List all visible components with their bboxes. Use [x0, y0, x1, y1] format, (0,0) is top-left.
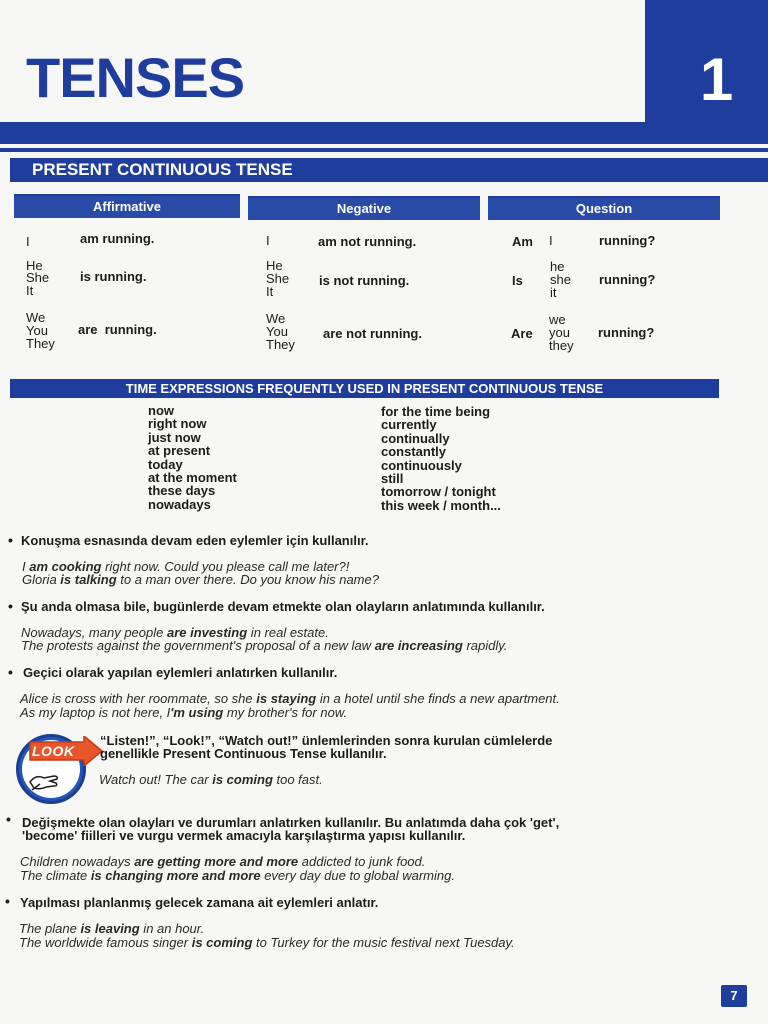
aff-pronoun-he: He — [26, 258, 43, 273]
bullet-icon: • — [5, 893, 10, 909]
neg-verb-he: is not running. — [319, 273, 410, 288]
example-text: in an hour. — [139, 921, 205, 936]
neg-pronoun-he: He — [266, 258, 283, 273]
neg-pronoun-you: You — [266, 324, 288, 339]
aff-verb-he: is running. — [80, 269, 147, 284]
example-verb: is staying — [256, 691, 317, 706]
time-expression: these days — [148, 483, 216, 499]
example-text: in real estate. — [247, 625, 329, 640]
time-expression: continually — [381, 430, 450, 446]
aff-pronoun-she: She — [26, 270, 50, 285]
bullet-icon: • — [8, 664, 13, 680]
example-text: Children nowadays — [20, 854, 135, 869]
header-question: Question — [488, 196, 720, 220]
time-expression: for the time being — [381, 404, 491, 419]
aff-verb-we: are running. — [78, 322, 157, 337]
example-verb: is changing more and more — [90, 868, 261, 883]
neg-pronoun-we: We — [266, 311, 286, 326]
example-line — [19, 922, 204, 936]
time-expressions-left — [148, 404, 237, 511]
time-expression: currently — [381, 417, 437, 433]
time-expression: right now — [148, 416, 207, 432]
example-verb: are increasing — [374, 638, 463, 653]
page-title: TENSES — [26, 46, 245, 109]
header-divider — [0, 148, 768, 152]
example-verb: is leaving — [80, 921, 140, 936]
time-expression: this week / month... — [381, 497, 501, 513]
example-text: to Turkey for the music festival next Tuesday. — [252, 935, 515, 950]
example-verb: is talking — [60, 572, 117, 587]
example-line — [21, 639, 507, 653]
q-pronoun-they: they — [549, 338, 574, 353]
section-title: PRESENT CONTINUOUS TENSE — [10, 158, 768, 182]
page-number: 7 — [721, 985, 747, 1007]
look-rule-line: “Listen!”, “Look!”, “Watch out!” ünlemlerinden sonra kurulan cümlelerde — [100, 733, 553, 748]
look-rule-line: genellikle Present Continuous Tense kullanılır. — [100, 746, 387, 761]
aff-pronoun-they: They — [26, 336, 55, 351]
q-aux-are: Are — [511, 326, 533, 341]
example-text: right now. Could you please call me later?! — [101, 559, 350, 574]
header-bar — [0, 122, 768, 144]
neg-pronoun-i: I — [266, 233, 270, 248]
example-verb: is coming — [191, 935, 253, 950]
example-text: in a hotel until she finds a new apartment. — [316, 691, 560, 706]
chapter-number: 1 — [699, 46, 734, 113]
rule-text: 'become' fiilleri ve vurgu vermek amacıyla karşılaştırma yapısı kullanılır. — [22, 828, 466, 843]
example-line — [19, 936, 515, 950]
example-verb: am cooking — [29, 559, 102, 574]
example-line — [20, 706, 347, 720]
example-verb: are getting more and more — [134, 854, 299, 869]
q-pronoun-you: you — [549, 325, 570, 340]
pointing-hand-icon — [26, 764, 66, 794]
time-expressions-title: TIME EXPRESSIONS FREQUENTLY USED IN PRESENT CONTINUOUS TENSE — [10, 379, 719, 398]
example-text: Gloria — [22, 572, 61, 587]
neg-pronoun-they: They — [266, 337, 295, 352]
example-line — [20, 692, 560, 706]
time-expressions-right — [381, 405, 501, 512]
aff-pronoun-we: We — [26, 310, 46, 325]
aff-pronoun-it: It — [26, 283, 34, 298]
example-line — [22, 573, 379, 587]
example-verb: are investing — [166, 625, 248, 640]
example-text: my brother's for now. — [223, 705, 348, 720]
neg-verb-i: am not running. — [318, 234, 417, 249]
time-expression: today — [148, 456, 183, 472]
look-label: LOOK — [32, 743, 75, 759]
time-expression: just now — [148, 429, 201, 445]
neg-pronoun-she: She — [266, 271, 290, 286]
example-text: The climate — [20, 868, 91, 883]
example-verb: 'm using — [170, 705, 224, 720]
example-verb: is coming — [212, 772, 273, 787]
rule-text: Şu anda olmasa bile, bugünlerde devam etmekte olan olayların anlatımında kullanılır. — [21, 599, 545, 614]
example-text: The plane — [19, 921, 81, 936]
time-expression: at present — [148, 443, 211, 459]
aff-pronoun-i: I — [26, 234, 30, 249]
rule-text: Konuşma esnasında devam eden eylemler için kullanılır. — [21, 533, 369, 548]
time-expression: nowadays — [148, 496, 211, 512]
time-expression: now — [148, 403, 174, 418]
example-text: Watch out! The car — [99, 772, 213, 787]
bullet-icon: • — [8, 598, 13, 614]
example-text: Alice is cross with her roommate, so she — [20, 691, 257, 706]
time-expression: constantly — [381, 444, 447, 460]
neg-pronoun-it: It — [266, 284, 274, 299]
example-text: rapidly. — [462, 638, 508, 653]
rule-text: Geçici olarak yapılan eylemleri anlatırken kullanılır. — [23, 665, 338, 680]
bullet-icon: • — [6, 811, 11, 827]
example-line — [20, 855, 425, 869]
example-line — [20, 869, 455, 883]
example-text: The protests against the government's proposal of a new law — [21, 638, 375, 653]
q-verb-i: running? — [599, 233, 656, 248]
q-verb-we: running? — [598, 325, 655, 340]
time-expression: at the moment — [148, 470, 237, 486]
example-text: The worldwide famous singer — [19, 935, 192, 950]
example-text: Nowadays, many people — [21, 625, 167, 640]
aff-pronoun-you: You — [26, 323, 48, 338]
example-text: As my laptop is not here, I — [20, 705, 171, 720]
example-text: addicted to junk food. — [298, 854, 426, 869]
header-affirmative: Affirmative — [14, 194, 240, 218]
example-text: I — [22, 559, 30, 574]
aff-verb-i: am running. — [80, 231, 155, 246]
time-expression: continuously — [381, 457, 462, 473]
time-expression: still — [381, 471, 404, 487]
q-pronoun-she: she — [550, 272, 571, 287]
q-pronoun-he: he — [550, 259, 565, 274]
example-text: too fast. — [272, 772, 323, 787]
bullet-icon: • — [8, 532, 13, 548]
rule-text: Yapılması planlanmış gelecek zamana ait eylemleri anlatır. — [20, 895, 379, 910]
rule-text: Değişmekte olan olayları ve durumları anlatırken kullanılır. Bu anlatımda daha çok 'get', — [22, 815, 560, 830]
header-negative: Negative — [248, 196, 480, 220]
q-pronoun-i: I — [549, 233, 553, 248]
example-line — [99, 773, 323, 787]
q-verb-he: running? — [599, 272, 656, 287]
example-text: to a man over there. Do you know his name? — [116, 572, 379, 587]
example-text: every day due to global warming. — [260, 868, 455, 883]
time-expression: tomorrow / tonight — [381, 484, 496, 500]
q-aux-is: Is — [512, 273, 523, 288]
q-pronoun-it: it — [550, 285, 557, 300]
q-pronoun-we: we — [549, 312, 566, 327]
q-aux-am: Am — [512, 234, 533, 249]
neg-verb-we: are not running. — [323, 326, 422, 341]
